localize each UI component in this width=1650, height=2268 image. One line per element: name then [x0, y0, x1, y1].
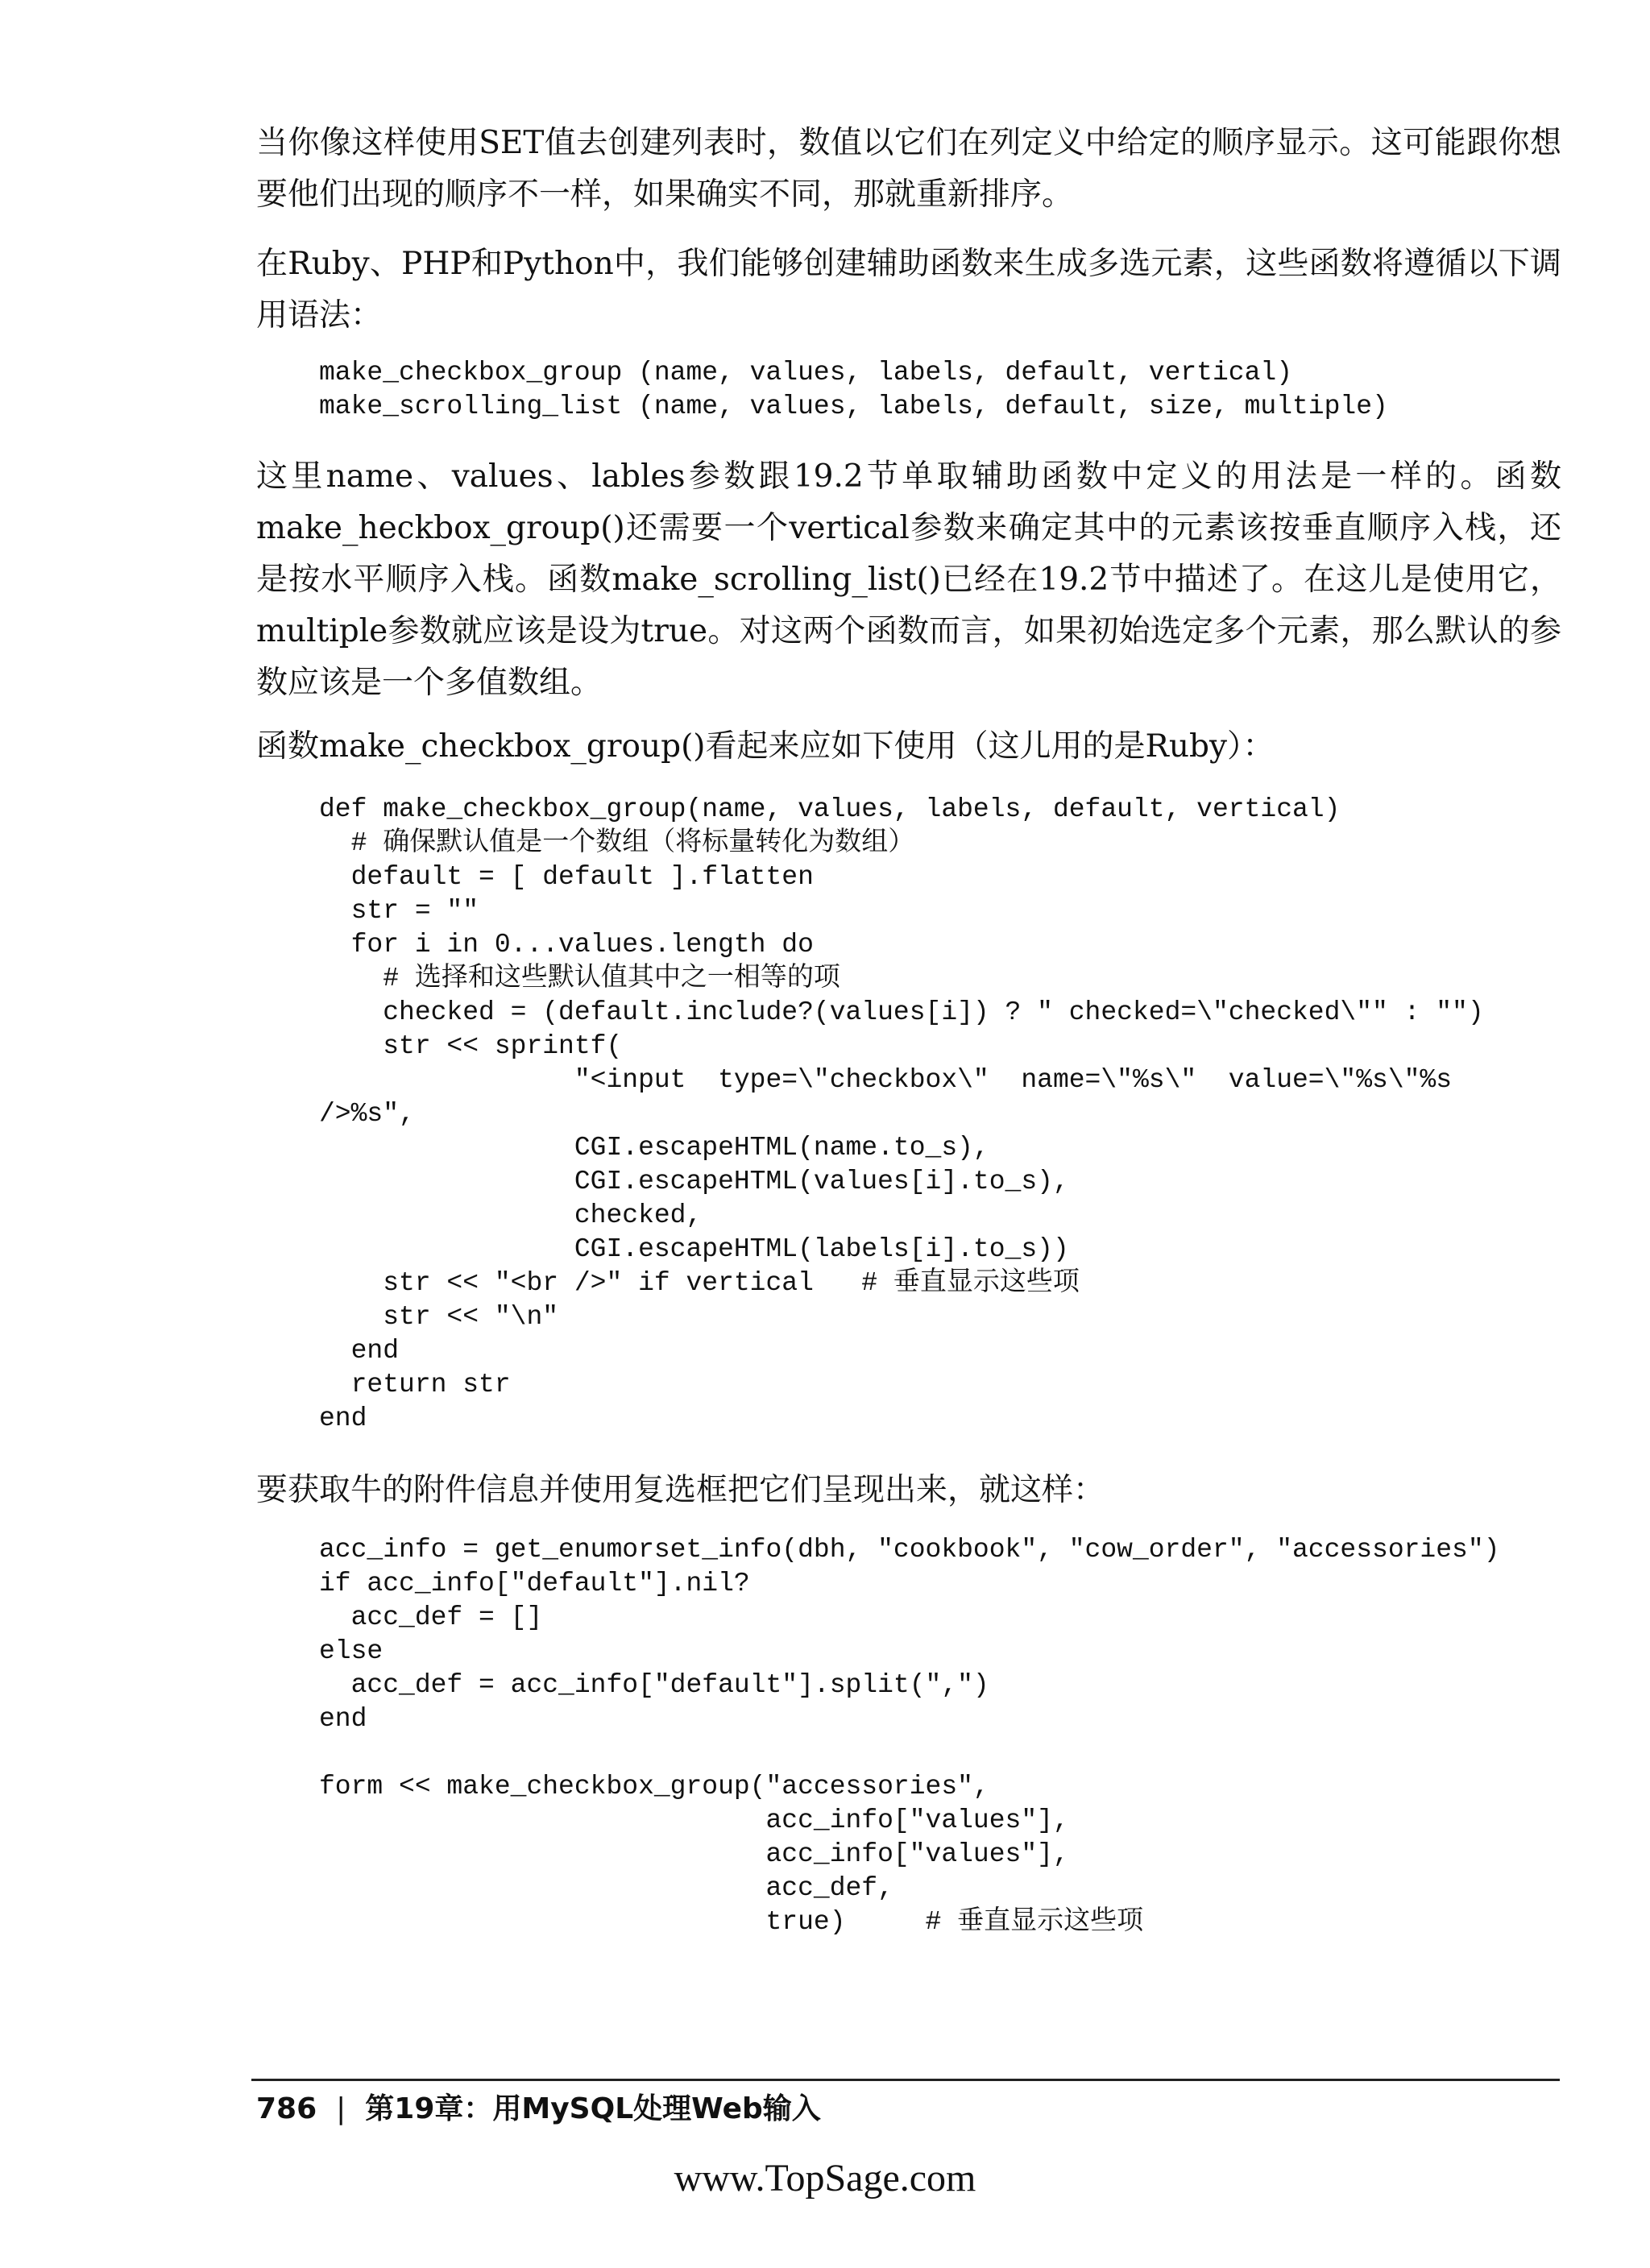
paragraph-helper-intro: 在Ruby、PHP和Python中，我们能够创建辅助函数来生成多选元素，这些函数将遵循以下调用语法：: [256, 246, 1561, 334]
paragraph-cow-accessories: 要获取牛的附件信息并使用复选框把它们呈现出来，就这样：: [256, 1472, 1105, 1508]
paragraph-ruby-usage: 函数make_checkbox_group()看起来应如下使用（这儿用的是Ruby）：: [256, 728, 1275, 765]
code-usage-example: acc_info = get_enumorset_info(dbh, "cookbook", "cow_order", "accessories") if acc_info["default"].nil? acc_def = [] else acc_def = acc_info["default"].split(",") end form << make_checkbox_group("accessories", acc_info["values"], acc_info["values"], acc_def, true) # 垂直显示这些项: [319, 1535, 1500, 1937]
code-syntax: make_checkbox_group (name, values, labels, default, vertical) make_scrolling_list (name, values, labels, default, size, multiple): [319, 358, 1388, 421]
paragraph-parameters: 这里name、values、lables参数跟19.2节单取辅助函数中定义的用法是一样的。函数make_heckbox_group()还需要一个vertical参数来确定其中的元素该按垂直顺序入栈，还是按水平顺序入栈。函数make_scrolling_list()已经在19.2节中描述了。在这儿是使用它，multiple参数就应该是设为true。对这两个函数而言，如果初始选定多个元素，那么默认的参数应该是一个多值数组。: [256, 458, 1561, 701]
paragraph-set-order: 当你像这样使用SET值去创建列表时，数值以它们在列定义中给定的顺序显示。这可能跟你想要他们出现的顺序不一样，如果确实不同，那就重新排序。: [256, 125, 1561, 213]
code-ruby-function: def make_checkbox_group(name, values, labels, default, vertical) # 确保默认值是一个数组（将标量转化为数组） default = [ default ].flatten str = "" for i in 0...values.length do # 选择和这些默认值其中之一相等的项 checked = (default.include?(values[i]) ? " checked=\"checked\"" : "") str << sprintf( "<input type=\"checkbox\" name=\"%s\" value=\"%s\"%s />%s", CGI.escapeHTML(name.to_s), CGI.escapeHTML(values[i].to_s), checked, CGI.escapeHTML(labels[i].to_s)) str << "<br />" if vertical # 垂直显示这些项 str << "\n" end return str end: [319, 794, 1484, 1433]
page-number: 786: [256, 2092, 317, 2125]
footer-divider: [251, 2079, 1560, 2081]
page-footer: [256, 2090, 821, 2129]
site-watermark: www.TopSage.com: [674, 2157, 976, 2200]
chapter-title: 第19章：用MySQL处理Web输入: [365, 2092, 821, 2125]
footer-separator: |: [336, 2092, 346, 2125]
